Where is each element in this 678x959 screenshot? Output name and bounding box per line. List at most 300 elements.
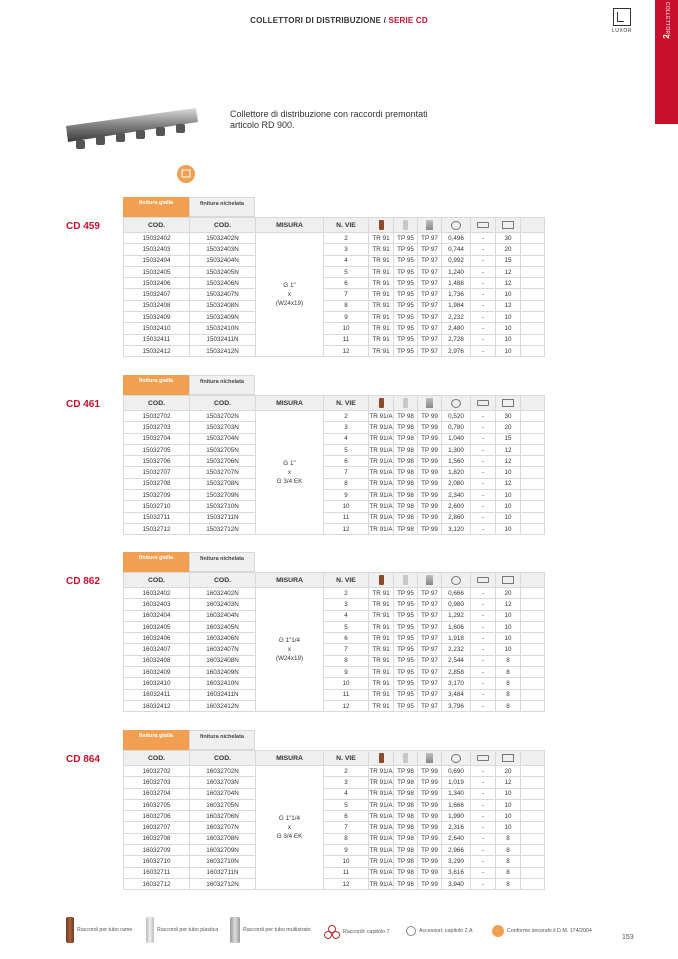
- table-cell: 2,232: [442, 312, 471, 323]
- table-cell: 6: [324, 811, 369, 822]
- table-cell-empty: [521, 278, 545, 289]
- table-cell: TP 99: [418, 845, 442, 856]
- table-cell: 16032703N: [190, 777, 256, 788]
- col-plastic: [394, 573, 418, 588]
- table-cell: 8: [324, 300, 369, 311]
- table-cell: TP 97: [418, 345, 442, 356]
- table-cell: 16032708: [124, 833, 190, 844]
- col-package: [496, 751, 521, 766]
- col-cod-nickel: COD.: [190, 396, 256, 411]
- table-cell: TP 98: [394, 822, 418, 833]
- table-cell-empty: [521, 588, 545, 599]
- plastic-pipe-icon: [403, 398, 408, 408]
- table-cell: TP 97: [418, 689, 442, 700]
- table-row: [124, 655, 545, 666]
- table-row: [124, 512, 545, 523]
- table-cell: -: [471, 777, 496, 788]
- table-cell: 9: [324, 667, 369, 678]
- table-cell: 16032406: [124, 633, 190, 644]
- table-cell: 15032706: [124, 456, 190, 467]
- col-misura: MISURA: [256, 218, 324, 233]
- table-cell: TP 99: [418, 444, 442, 455]
- table-cell: TP 99: [418, 467, 442, 478]
- col-cod-yellow: COD.: [124, 573, 190, 588]
- table-cell: 10: [496, 334, 521, 345]
- table-cell: 10: [496, 289, 521, 300]
- table-cell: TP 98: [394, 766, 418, 777]
- col-cod-nickel: COD.: [190, 573, 256, 588]
- col-multilayer: [418, 751, 442, 766]
- table-cell: -: [471, 289, 496, 300]
- table-cell: -: [471, 799, 496, 810]
- table-cell: 10: [324, 501, 369, 512]
- multilayer-pipe-icon: [426, 220, 433, 230]
- table-cell: 16032704N: [190, 788, 256, 799]
- table-row: [124, 867, 545, 878]
- table-cell: 5: [324, 621, 369, 632]
- table-cell: TP 99: [418, 478, 442, 489]
- table-cell: 0,666: [442, 588, 471, 599]
- table-cell: 7: [324, 822, 369, 833]
- table-cell: 0,690: [442, 766, 471, 777]
- product-table: [123, 217, 545, 357]
- header-title-series: SERIE CD: [388, 16, 428, 25]
- table-cell-empty: [521, 621, 545, 632]
- box-icon: [477, 222, 489, 228]
- table-cell: 1,340: [442, 788, 471, 799]
- table-cell: TP 95: [394, 323, 418, 334]
- legend-fittings: Raccordi: capitolo 7: [324, 925, 390, 939]
- table-cell: TR 91: [369, 312, 394, 323]
- table-cell: 16032707: [124, 822, 190, 833]
- table-row: [124, 478, 545, 489]
- table-cell: -: [471, 266, 496, 277]
- table-row: [124, 444, 545, 455]
- table-cell: 20: [496, 588, 521, 599]
- table-cell-empty: [521, 345, 545, 356]
- table-cell: 2,640: [442, 833, 471, 844]
- table-cell: 3: [324, 599, 369, 610]
- table-cell: 2,316: [442, 822, 471, 833]
- table-cell-empty: [521, 678, 545, 689]
- col-misura: MISURA: [256, 751, 324, 766]
- table-cell: 11: [324, 689, 369, 700]
- table-cell: -: [471, 490, 496, 501]
- table-cell-empty: [521, 444, 545, 455]
- table-cell: 16032403: [124, 599, 190, 610]
- table-cell: TR 91/A: [369, 444, 394, 455]
- finish-header: [123, 197, 255, 217]
- table-cell: TP 99: [418, 788, 442, 799]
- table-cell: 15032709N: [190, 490, 256, 501]
- table-cell: 16032402: [124, 588, 190, 599]
- luxor-logo-text: LUXOR: [611, 28, 633, 34]
- table-cell: 10: [324, 856, 369, 867]
- table-cell-empty: [521, 777, 545, 788]
- table-cell: 15: [496, 433, 521, 444]
- table-cell: TR 91: [369, 255, 394, 266]
- table-cell: 10: [496, 523, 521, 534]
- table-cell-empty: [521, 700, 545, 711]
- table-cell: 6: [324, 633, 369, 644]
- table-cell: TR 91/A: [369, 777, 394, 788]
- table-cell: 15032704N: [190, 433, 256, 444]
- table-cell: 10: [496, 811, 521, 822]
- col-cod-nickel: COD.: [190, 218, 256, 233]
- table-cell: 1,300: [442, 444, 471, 455]
- table-cell: TR 91: [369, 588, 394, 599]
- finish-header: [123, 375, 255, 395]
- table-cell: TR 91/A: [369, 467, 394, 478]
- table-cell: TR 91: [369, 345, 394, 356]
- table-cell: 15032409: [124, 312, 190, 323]
- col-box: [471, 751, 496, 766]
- footer-legend: [60, 917, 640, 945]
- table-cell: TP 95: [394, 334, 418, 345]
- table-row: [124, 422, 545, 433]
- table-row: [124, 490, 545, 501]
- table-cell: 16032710N: [190, 856, 256, 867]
- table-cell: 3,484: [442, 689, 471, 700]
- table-row: [124, 523, 545, 534]
- table-cell: TP 97: [418, 323, 442, 334]
- table-cell: 2,340: [442, 490, 471, 501]
- table-cell: 3,290: [442, 856, 471, 867]
- table-cell: 10: [324, 323, 369, 334]
- table-cell: 15032409N: [190, 312, 256, 323]
- table-cell: 3,120: [442, 523, 471, 534]
- col-weight: [442, 751, 471, 766]
- table-cell: 0,980: [442, 599, 471, 610]
- finish-header: [123, 552, 255, 572]
- table-row: [124, 878, 545, 889]
- table-cell: 12: [496, 266, 521, 277]
- col-multilayer: [418, 218, 442, 233]
- table-cell: 16032411N: [190, 689, 256, 700]
- table-cell: TP 99: [418, 833, 442, 844]
- col-extra: [521, 751, 545, 766]
- table-row: [124, 433, 545, 444]
- table-cell: 16032408N: [190, 655, 256, 666]
- table-cell: 11: [324, 334, 369, 345]
- table-row: [124, 777, 545, 788]
- table-cell: 0,520: [442, 411, 471, 422]
- product-table: [123, 395, 545, 535]
- product-table: [123, 572, 545, 712]
- table-cell: TR 91/A: [369, 523, 394, 534]
- table-cell: TR 91/A: [369, 833, 394, 844]
- table-cell-empty: [521, 255, 545, 266]
- table-row: [124, 255, 545, 266]
- col-cod-yellow: COD.: [124, 218, 190, 233]
- table-cell: TP 98: [394, 422, 418, 433]
- table-cell: TP 99: [418, 411, 442, 422]
- table-cell: 16032712N: [190, 878, 256, 889]
- table-cell: 1,040: [442, 433, 471, 444]
- table-cell: 16032407N: [190, 644, 256, 655]
- table-cell: TP 95: [394, 300, 418, 311]
- table-cell: 8: [496, 667, 521, 678]
- table-cell: TP 95: [394, 233, 418, 244]
- table-cell: TP 97: [418, 289, 442, 300]
- legend-accessories: Accessori: capitolo 2.A: [406, 926, 473, 936]
- table-row: [124, 621, 545, 632]
- table-cell: -: [471, 822, 496, 833]
- table-cell: 1,736: [442, 289, 471, 300]
- table-cell: 6: [324, 456, 369, 467]
- table-cell: TP 98: [394, 433, 418, 444]
- table-cell: -: [471, 700, 496, 711]
- table-cell: 16032703: [124, 777, 190, 788]
- table-cell: TR 91/A: [369, 490, 394, 501]
- table-row: [124, 788, 545, 799]
- table-cell: 10: [496, 323, 521, 334]
- table-cell-empty: [521, 799, 545, 810]
- table-cell-empty: [521, 422, 545, 433]
- table-cell: -: [471, 523, 496, 534]
- finish-nickel-label: finitura nichelata: [189, 552, 255, 572]
- table-cell: 15032407N: [190, 289, 256, 300]
- table-cell: 8: [496, 833, 521, 844]
- table-cell: TR 91/A: [369, 856, 394, 867]
- table-cell: TP 98: [394, 467, 418, 478]
- table-cell: TR 91: [369, 334, 394, 345]
- table-cell: 15032710: [124, 501, 190, 512]
- table-cell: 12: [496, 777, 521, 788]
- table-cell: TR 91: [369, 655, 394, 666]
- table-cell: 10: [496, 788, 521, 799]
- package-icon: [502, 221, 514, 229]
- table-cell: -: [471, 588, 496, 599]
- table-cell: 15032403: [124, 244, 190, 255]
- col-box: [471, 396, 496, 411]
- table-cell: 16032711N: [190, 867, 256, 878]
- fitting-icon: [451, 576, 461, 585]
- table-cell: 10: [496, 312, 521, 323]
- product-description: Collettore di distribuzione con raccordi premontati articolo RD 900.: [230, 109, 428, 130]
- table-row: [124, 300, 545, 311]
- table-cell: TP 97: [418, 633, 442, 644]
- table-cell: 8: [324, 833, 369, 844]
- table-row: [124, 599, 545, 610]
- table-cell: TP 98: [394, 799, 418, 810]
- misura-cell: G 1" x (W24x19): [256, 233, 324, 357]
- table-cell-empty: [521, 512, 545, 523]
- copper-pipe-icon: [379, 220, 384, 230]
- misura-cell: G 1" x G 3/4 EK: [256, 411, 324, 535]
- multilayer-pipe-icon: [426, 398, 433, 408]
- table-cell: 1,292: [442, 610, 471, 621]
- table-cell-empty: [521, 456, 545, 467]
- table-cell: TP 99: [418, 456, 442, 467]
- table-cell: 3: [324, 777, 369, 788]
- table-cell: 4: [324, 788, 369, 799]
- table-cell-empty: [521, 811, 545, 822]
- table-cell: TP 98: [394, 788, 418, 799]
- header-title-main: COLLETTORI DI DISTRIBUZIONE /: [250, 16, 387, 25]
- table-cell: 16032412: [124, 700, 190, 711]
- legend-multilayer: Raccordi per tubo multistrato: [230, 917, 311, 943]
- table-row: [124, 799, 545, 810]
- col-package: [496, 396, 521, 411]
- table-cell-empty: [521, 433, 545, 444]
- chapter-label: COLLETTORI: [664, 1, 670, 37]
- table-cell: 12: [496, 444, 521, 455]
- legend-copper: Raccordi per tubo rame: [66, 917, 132, 943]
- col-multilayer: [418, 396, 442, 411]
- table-cell: 16032709N: [190, 845, 256, 856]
- table-cell: -: [471, 433, 496, 444]
- table-row: [124, 345, 545, 356]
- table-cell: 15032711N: [190, 512, 256, 523]
- table-cell: 1,488: [442, 278, 471, 289]
- table-cell: 12: [496, 599, 521, 610]
- table-cell: 5: [324, 444, 369, 455]
- table-cell: TP 98: [394, 777, 418, 788]
- table-cell: 15032705N: [190, 444, 256, 455]
- table-cell: 1,918: [442, 633, 471, 644]
- table-cell: TP 95: [394, 700, 418, 711]
- table-cell: TR 91: [369, 599, 394, 610]
- table-cell: TR 91: [369, 266, 394, 277]
- table-cell: 15032709: [124, 490, 190, 501]
- table-cell: 10: [496, 644, 521, 655]
- copper-pipe-icon: [379, 398, 384, 408]
- table-cell: TP 95: [394, 633, 418, 644]
- table-cell: 15032704: [124, 433, 190, 444]
- table-cell-empty: [521, 644, 545, 655]
- table-cell: TR 91: [369, 633, 394, 644]
- table-cell-empty: [521, 599, 545, 610]
- table-cell: 16032409: [124, 667, 190, 678]
- table-cell: TP 99: [418, 799, 442, 810]
- table-cell: 3: [324, 244, 369, 255]
- table-cell: 2,480: [442, 323, 471, 334]
- table-cell: 15032406N: [190, 278, 256, 289]
- table-row: [124, 689, 545, 700]
- table-cell: -: [471, 633, 496, 644]
- table-cell: 20: [496, 244, 521, 255]
- table-cell: 8: [496, 655, 521, 666]
- table-cell: TP 95: [394, 621, 418, 632]
- table-cell: 8: [496, 689, 521, 700]
- table-cell: 10: [324, 678, 369, 689]
- table-cell: TR 91: [369, 644, 394, 655]
- table-cell: 15032702: [124, 411, 190, 422]
- table-row: [124, 278, 545, 289]
- table-cell: 16032409N: [190, 667, 256, 678]
- table-cell: TR 91/A: [369, 411, 394, 422]
- package-icon: [502, 399, 514, 407]
- table-cell: TP 99: [418, 490, 442, 501]
- table-cell: TR 91: [369, 323, 394, 334]
- table-cell: 15032404: [124, 255, 190, 266]
- page-number: 153: [622, 934, 634, 941]
- table-cell: TR 91/A: [369, 822, 394, 833]
- table-cell: 15032703: [124, 422, 190, 433]
- table-cell: TR 91: [369, 678, 394, 689]
- table-cell: 15032412N: [190, 345, 256, 356]
- table-cell: 16032410: [124, 678, 190, 689]
- table-cell: 8: [496, 678, 521, 689]
- table-cell: -: [471, 278, 496, 289]
- table-cell: 7: [324, 289, 369, 300]
- table-cell: -: [471, 334, 496, 345]
- table-cell: -: [471, 312, 496, 323]
- multilayer-pipe-icon: [230, 917, 240, 943]
- table-cell: TP 97: [418, 655, 442, 666]
- table-cell: 15032408: [124, 300, 190, 311]
- table-cell: TP 98: [394, 878, 418, 889]
- finish-header: [123, 730, 255, 750]
- table-cell: -: [471, 255, 496, 266]
- table-cell: TP 95: [394, 244, 418, 255]
- table-cell-empty: [521, 523, 545, 534]
- col-nvie: N. VIE: [324, 573, 369, 588]
- col-extra: [521, 218, 545, 233]
- table-cell: TR 91/A: [369, 433, 394, 444]
- table-cell: 15032411N: [190, 334, 256, 345]
- table-cell: TP 97: [418, 255, 442, 266]
- table-cell-empty: [521, 233, 545, 244]
- table-cell: TP 97: [418, 334, 442, 345]
- table-cell-empty: [521, 323, 545, 334]
- table-cell: TP 97: [418, 700, 442, 711]
- plastic-pipe-icon: [403, 575, 408, 585]
- table-cell-empty: [521, 411, 545, 422]
- table-cell: -: [471, 644, 496, 655]
- table-cell: 0,780: [442, 422, 471, 433]
- table-cell: -: [471, 845, 496, 856]
- table-cell: 16032706N: [190, 811, 256, 822]
- table-cell: 1,990: [442, 811, 471, 822]
- table-cell: 15032408N: [190, 300, 256, 311]
- chapter-number: 2: [662, 34, 671, 39]
- table-cell: TP 95: [394, 255, 418, 266]
- table-cell: 15032705: [124, 444, 190, 455]
- table-cell: 12: [324, 700, 369, 711]
- table-row: [124, 244, 545, 255]
- table-cell: 2,600: [442, 501, 471, 512]
- table-cell: 16032704: [124, 788, 190, 799]
- table-cell: TP 97: [418, 588, 442, 599]
- table-cell: 10: [496, 633, 521, 644]
- table-cell: 8: [496, 867, 521, 878]
- table-cell: 15032708N: [190, 478, 256, 489]
- col-plastic: [394, 396, 418, 411]
- table-cell: 16032412N: [190, 700, 256, 711]
- package-icon: [502, 754, 514, 762]
- table-cell: -: [471, 456, 496, 467]
- compliance-badge-icon: [492, 925, 504, 937]
- table-row: [124, 633, 545, 644]
- box-icon: [477, 400, 489, 406]
- table-cell: 0,496: [442, 233, 471, 244]
- table-cell: TR 91/A: [369, 478, 394, 489]
- table-cell-empty: [521, 501, 545, 512]
- table-cell: 1,240: [442, 266, 471, 277]
- table-cell: 4: [324, 433, 369, 444]
- table-cell: 16032402N: [190, 588, 256, 599]
- table-cell: 16032707N: [190, 822, 256, 833]
- finish-yellow-label: finitura gialla: [123, 552, 189, 572]
- table-cell: TP 97: [418, 678, 442, 689]
- table-cell: 0,744: [442, 244, 471, 255]
- table-row: [124, 766, 545, 777]
- finish-nickel-label: finitura nichelata: [189, 375, 255, 395]
- table-cell: 30: [496, 411, 521, 422]
- table-cell: 15032403N: [190, 244, 256, 255]
